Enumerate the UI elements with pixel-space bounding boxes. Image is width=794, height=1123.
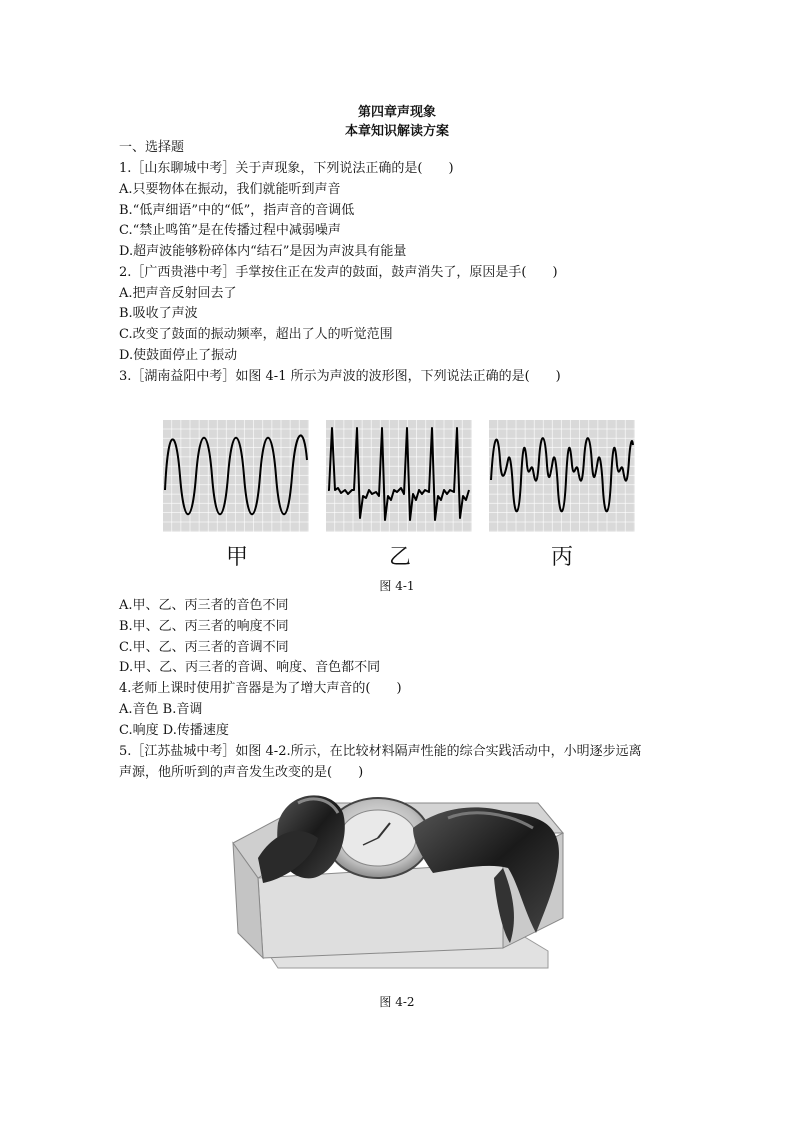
figure-4-1-caption: 图 4-1	[379, 579, 415, 593]
question-4-options-ab: A.音色 B.音调	[119, 702, 203, 717]
question-3-option-a: A.甲、乙、丙三者的音色不同	[119, 598, 289, 613]
question-5-stem-line-1: 5.［江苏盐城中考］如图 4-2.所示，在比较材料隔声性能的综合实践活动中，小明逐步远离	[119, 744, 642, 759]
question-3-option-c: C.甲、乙、丙三者的音调不同	[119, 640, 289, 655]
waveform-jia	[163, 420, 309, 532]
question-3-option-d: D.甲、乙、丙三者的音调、响度、音色都不同	[119, 660, 381, 675]
question-5-stem-line-2: 声源，他所听到的声音发生改变的是( )	[119, 765, 364, 780]
figure-4-2-box-image	[218, 783, 578, 983]
chapter-title: 第四章声现象	[357, 105, 436, 120]
question-2-option-b: B.吸收了声波	[119, 306, 198, 321]
question-1-option-a: A.只要物体在振动，我们就能听到声音	[119, 182, 341, 197]
question-2-option-d: D.使鼓面停止了振动	[119, 348, 238, 363]
waveform-label-bing: 丙	[550, 545, 573, 570]
waveform-label-jia: 甲	[225, 545, 248, 570]
section-label: 一、选择题	[119, 140, 185, 155]
question-1-option-b: B.“低声细语”中的“低”，指声音的音调低	[119, 203, 355, 218]
question-2-option-a: A.把声音反射回去了	[119, 286, 237, 301]
document-subtitle: 本章知识解读方案	[344, 124, 449, 139]
figure-4-2-caption: 图 4-2	[379, 995, 415, 1009]
question-1-option-d: D.超声波能够粉碎体内“结石”是因为声波具有能量	[119, 244, 407, 259]
question-2-option-c: C.改变了鼓面的振动频率，超出了人的听觉范围	[119, 327, 393, 342]
question-1-stem: 1.［山东聊城中考］关于声现象，下列说法正确的是( )	[119, 161, 454, 176]
waveform-yi	[326, 420, 472, 532]
question-3-stem: 3.［湖南益阳中考］如图 4-1 所示为声波的波形图，下列说法正确的是( )	[119, 369, 561, 384]
waveform-label-yi: 乙	[388, 545, 411, 570]
question-3-option-b: B.甲、乙、丙三者的响度不同	[119, 619, 289, 634]
question-1-option-c: C.“禁止鸣笛”是在传播过程中减弱噪声	[119, 223, 341, 238]
waveform-bing	[489, 420, 635, 532]
question-4-options-cd: C.响度 D.传播速度	[119, 723, 229, 738]
question-2-stem: 2.［广西贵港中考］手掌按住正在发声的鼓面，鼓声消失了，原因是手( )	[119, 265, 558, 280]
question-4-stem: 4.老师上课时使用扩音器是为了增大声音的( )	[119, 681, 402, 696]
